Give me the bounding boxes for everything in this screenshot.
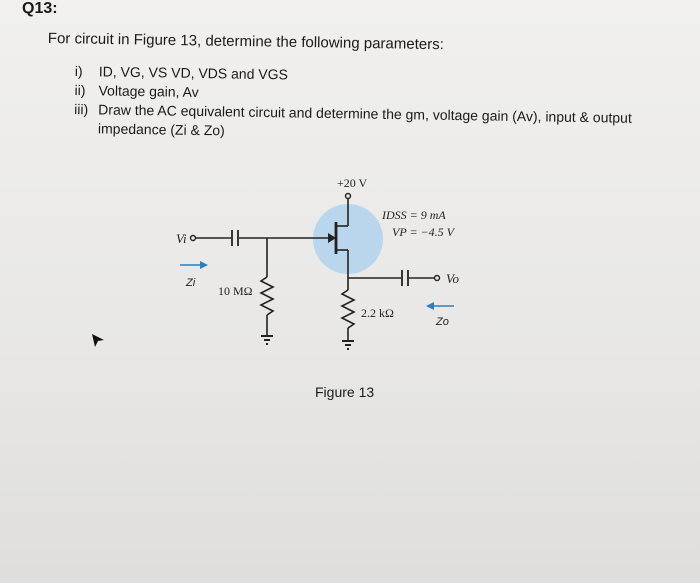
question-number: Q13: xyxy=(22,0,58,17)
zi-label: Zi xyxy=(186,277,196,289)
item-number: i) xyxy=(74,62,83,80)
rs-resistor xyxy=(342,290,354,328)
item-text: ID, VG, VS VD, VDS and VGS xyxy=(98,63,289,83)
item-text: impedance (Zi & Zo) xyxy=(97,120,225,139)
figure-caption: Figure 13 xyxy=(315,384,375,400)
item-number: iii) xyxy=(74,100,89,118)
zi-arrow-head xyxy=(200,261,208,269)
rg-resistor xyxy=(261,277,273,315)
item-text: Draw the AC equivalent circuit and determine the gm, voltage gain (Av), input & output xyxy=(98,101,632,126)
zo-arrow-head xyxy=(426,302,434,310)
input-terminal xyxy=(191,236,196,241)
supply-label: +20 V xyxy=(337,176,368,190)
output-terminal xyxy=(435,276,440,281)
input-label: Vi xyxy=(176,231,187,246)
output-label: Vo xyxy=(446,271,459,286)
supply-terminal xyxy=(346,194,351,199)
zo-label: Zo xyxy=(436,316,449,328)
question-intro: For circuit in Figure 13, determine the following parameters: xyxy=(47,30,444,54)
item-text: Voltage gain, Av xyxy=(98,82,199,100)
rs-label: 2.2 kΩ xyxy=(361,306,394,320)
item-number: ii) xyxy=(74,81,86,99)
rg-label: 10 MΩ xyxy=(218,284,253,298)
vp-label: VP = −4.5 V xyxy=(392,225,454,239)
idss-label: IDSS = 9 mA xyxy=(382,208,446,222)
mouse-cursor-icon xyxy=(90,332,106,350)
